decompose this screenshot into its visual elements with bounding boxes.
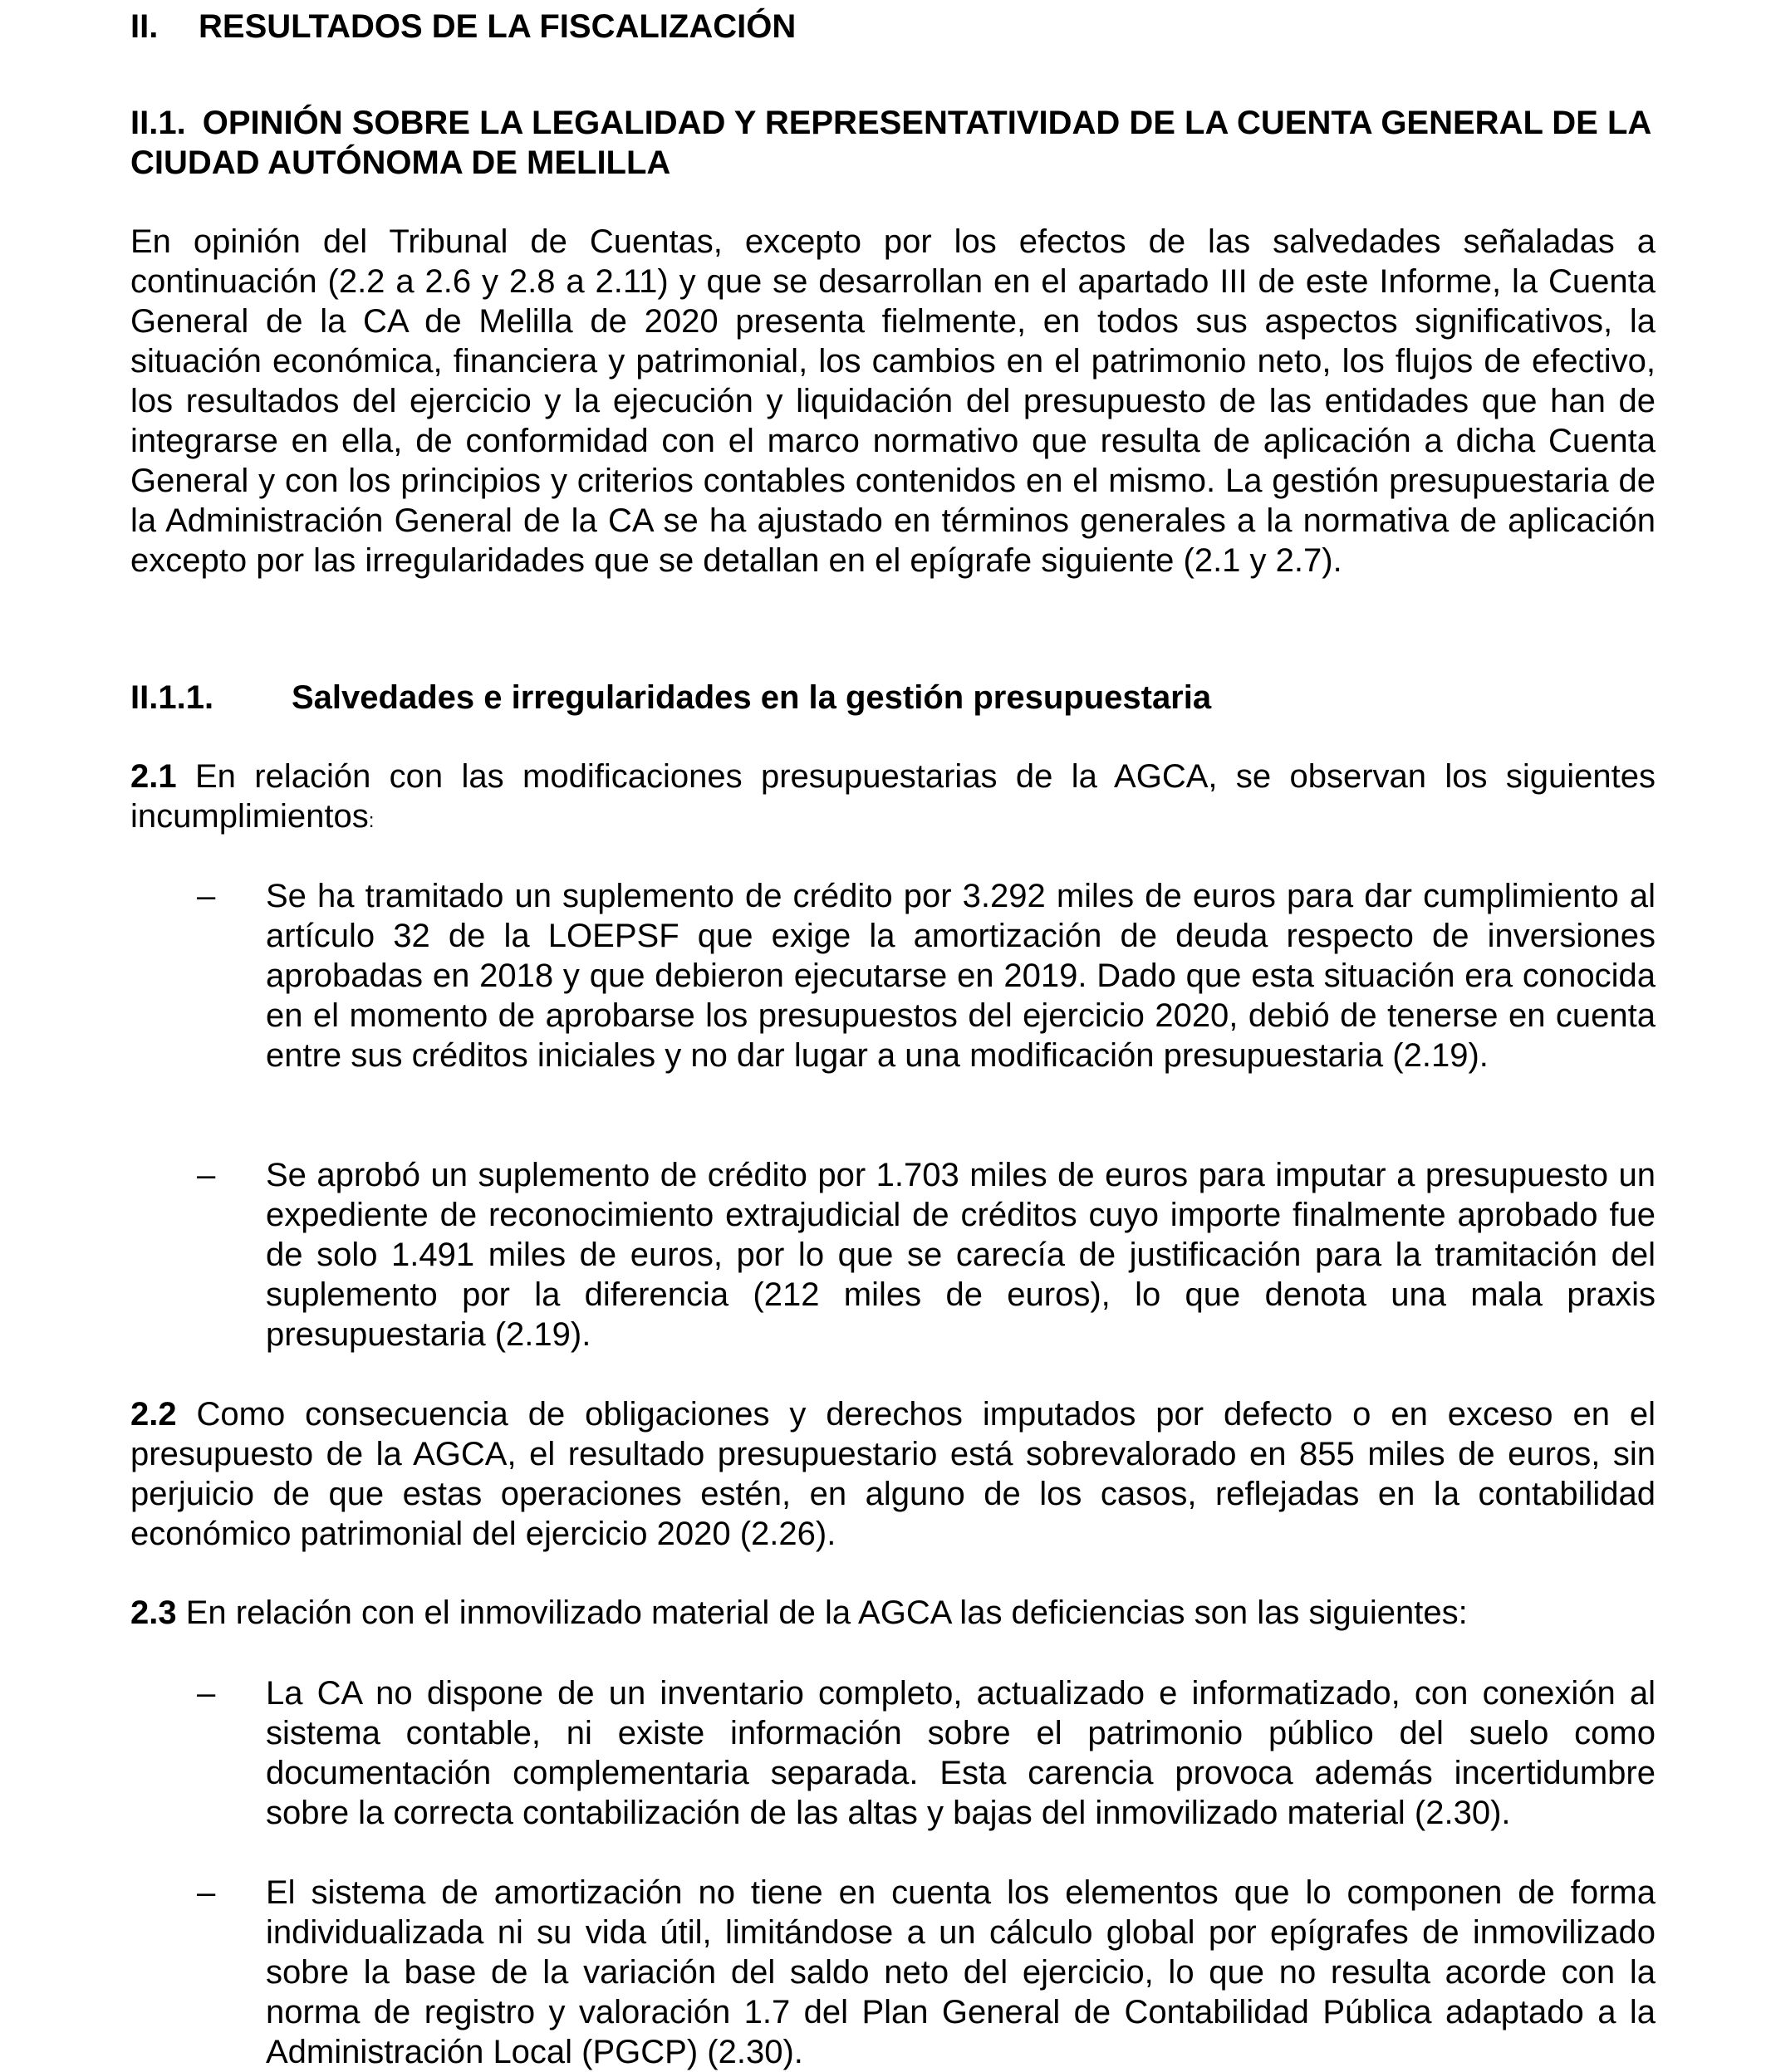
opinion-paragraph: En opinión del Tribunal de Cuentas, excepto por los efectos de las salvedades señaladas a continuación (2.2 a 2.6 y 2.8 a 2.11) y que se desarrollan en el apartado III de este Informe, la Cuenta General de la CA de Melilla de 2020 presenta fielmente, en todos sus aspectos significativos, la situación económica, financiera y patrimonial, los cambios en el patrimonio neto, los flujos de efectivo, los resultados del ejercicio y la ejecución y liquidación del presupuesto de las entidades que han de integrarse en ella, de conformidad con el marco normativo que resulta de aplicación a dicha Cuenta General y con los principios y criterios contables contenidos en el mismo. La gestión presupuestaria de la Administración General de la CA se ha ajustado en términos generales a la normativa de aplicación excepto por las irregularidades que se detallan en el epígrafe siguiente (2.1 y 2.7). xyxy=(130,223,1656,579)
paragraph-text: En relación con el inmovilizado material de la AGCA las deficiencias son las siguientes: xyxy=(176,1594,1468,1631)
dash-bullet-icon: – xyxy=(197,1675,216,1712)
paragraph-2-1 xyxy=(130,757,1656,841)
list-item-text: La CA no dispone de un inventario completo, actualizado e informatizado, con conexión al sistema contable, ni existe información sobre el patrimonio público del suelo como documentación complementaria separada. Esta carencia provoca además incertidumbre sobre la correcta contabilización de las altas y bajas del inmovilizado material (2.30). xyxy=(266,1675,1656,1831)
subsubsection-heading xyxy=(130,678,1211,718)
list-item-text: Se ha tramitado un suplemento de crédito por 3.292 miles de euros para dar cumplimiento al artículo 32 de la LOEPSF que exige la amortización de deuda respecto de inversiones aprobadas en 2018 y que debieron ejecutarse en 2019. Dado que esta situación era conocida en el momento de aprobarse los presupuestos del ejercicio 2020, debió de tenerse en cuenta entre sus créditos iniciales y no dar lugar a una modificación presupuestaria (2.19). xyxy=(266,878,1656,1074)
paragraph-2-3 xyxy=(130,1593,1656,1633)
subsection-title: OPINIÓN SOBRE LA LEGALIDAD Y REPRESENTATIVIDAD DE LA CUENTA GENERAL DE LA CIUDAD AUTÓNOMA DE MELILLA xyxy=(130,105,1651,181)
paragraph-text: En relación con las modificaciones presupuestarias de la AGCA, se observan los siguientes incumplimientos xyxy=(130,758,1656,835)
list-item-text: Se aprobó un suplemento de crédito por 1.703 miles de euros para imputar a presupuesto un expediente de reconocimiento extrajudicial de créditos cuyo importe finalmente aprobado fue de solo 1.491 miles de euros, por lo que se carecía de justificación para la tramitación del suplemento por la diferencia (212 miles de euros), lo que denota una mala praxis presupuestaria (2.19). xyxy=(266,1157,1656,1353)
dash-bullet-icon: – xyxy=(197,1157,216,1193)
subsubsection-number: II.1.1. xyxy=(130,679,214,716)
dash-bullet-icon: – xyxy=(197,878,216,914)
subsubsection-title: Salvedades e irregularidades en la gestión presupuestaria xyxy=(292,679,1212,716)
paragraph-colon: : xyxy=(368,810,375,832)
section-number: II. xyxy=(130,8,159,45)
dash-bullet-icon: – xyxy=(197,1874,216,1911)
paragraph-2-2 xyxy=(130,1394,1656,1554)
subsection-heading xyxy=(130,103,1656,183)
paragraph-text: Como consecuencia de obligaciones y derechos imputados por defecto o en exceso en el presupuesto de la AGCA, el resultado presupuestario está sobrevalorado en 855 miles de euros, sin perjuicio de que estas operaciones estén, en alguno de los casos, reflejadas en la contabilidad económico patrimonial del ejercicio 2020 (2.26). xyxy=(130,1396,1656,1552)
paragraph-number: 2.2 xyxy=(130,1396,177,1433)
subsection-number: II.1. xyxy=(130,105,186,141)
paragraph-number: 2.1 xyxy=(130,758,177,795)
list-item-text: El sistema de amortización no tiene en cuenta los elementos que lo componen de forma individualizada ni su vida útil, limitándose a un cálculo global por epígrafes de inmovilizado sobre la base de la variación del saldo neto del ejercicio, lo que no resulta acorde con la norma de registro y valoración 1.7 del Plan General de Contabilidad Pública adaptado a la Administración Local (PGCP) (2.30). xyxy=(266,1874,1656,2070)
paragraph-number: 2.3 xyxy=(130,1594,177,1631)
section-heading xyxy=(130,7,796,47)
section-title: RESULTADOS DE LA FISCALIZACIÓN xyxy=(199,8,797,45)
